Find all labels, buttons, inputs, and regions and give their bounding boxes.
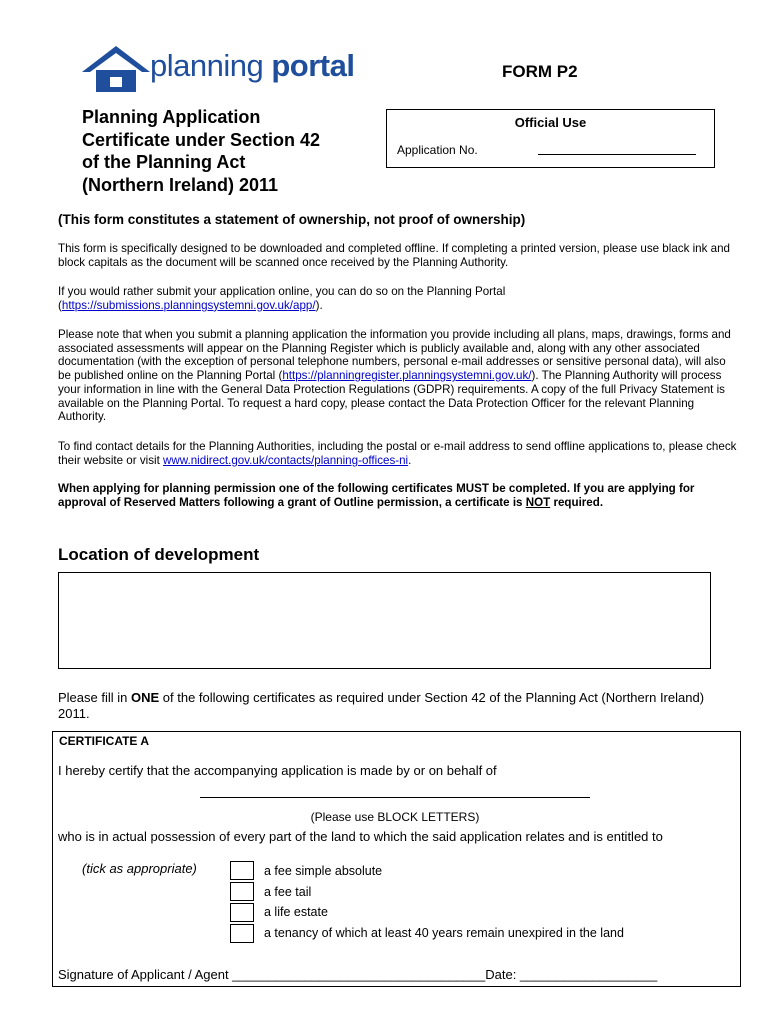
title-line: Planning Application	[82, 107, 261, 127]
block-letters-hint: (Please use BLOCK LETTERS)	[310, 810, 480, 824]
signature-field[interactable]: Signature of Applicant / Agent ___________________________________	[58, 967, 486, 982]
fee-simple-label: a fee simple absolute	[264, 864, 383, 878]
location-heading: Location of development	[58, 545, 260, 564]
official-use-title: Official Use	[514, 115, 587, 130]
notice-not: NOT	[525, 495, 551, 509]
online-paragraph	[58, 285, 738, 312]
tenancy-checkbox[interactable]	[230, 924, 254, 943]
page-title	[82, 106, 382, 196]
nidirect-link[interactable]: www.nidirect.gov.uk/contacts/planning-offices-ni	[163, 453, 409, 467]
certify-text: I hereby certify that the accompanying application is made by or on behalf of	[58, 763, 497, 778]
signature-row[interactable]	[58, 967, 657, 982]
logo-word-portal: portal	[271, 48, 355, 83]
privacy-text: Please note that when you submit a planning application the information you provide including all plans, maps, drawings, forms and associated assessments will appear on the Planning Register which is publicly available and, along with any other associated documentation (with the exception of personal telephone numbers, personal e-mail addresses or sensitive personal data), will also be published online on the Planning Portal (	[58, 328, 731, 383]
fee-tail-checkbox[interactable]	[230, 882, 254, 901]
contact-paragraph	[58, 440, 738, 467]
ownership-statement: (This form constitutes a statement of ownership, not proof of ownership)	[58, 212, 526, 227]
instructions-text-end: of the following certificates as required under Section 42 of the Planning Act (Northern Ireland) 2011.	[58, 690, 705, 721]
title-line: of the Planning Act	[82, 152, 246, 172]
title-line: Certificate under Section 42	[82, 129, 321, 150]
life-estate-checkbox[interactable]	[230, 903, 254, 922]
application-no-field[interactable]	[538, 154, 696, 155]
certificate-instructions	[58, 690, 738, 722]
certificate-notice	[58, 482, 738, 509]
submissions-link[interactable]: https://submissions.planningsystemni.gov.uk/app/	[61, 298, 316, 312]
privacy-text-end: ). The Planning Authority will process your information in line with the General Data Protection Regulations (GDPR) requirements. A copy of the full Privacy Statement is available on the Planning Portal. To request a hard copy, please contact the Data Protection Officer for the relevant Planning Authority.	[58, 369, 725, 424]
application-no-label: Application No.	[397, 143, 478, 157]
certificate-a-title: CERTIFICATE A	[59, 734, 149, 748]
fee-simple-checkbox[interactable]	[230, 861, 254, 880]
online-text-end: ).	[315, 298, 323, 312]
contact-text-end: .	[408, 453, 412, 467]
notice-text: When applying for planning permission one of the following certificates MUST be completed. If you are applying for approval of Reserved Matters following a grant of Outline permission, a certificate is	[58, 482, 695, 509]
intro-paragraph: This form is specifically designed to be downloaded and completed offline. If completing a printed version, please use black ink and block capitals as the document will be scanned once received by the Planning Authority.	[58, 242, 730, 269]
contact-text: To find contact details for the Planning Authorities, including the postal or e-mail address to send offline applications to, please check their website or visit	[58, 440, 737, 467]
planning-register-link[interactable]: https://planningregister.planningsystemni.gov.uk/	[282, 369, 532, 383]
date-field[interactable]: Date: ___________________	[485, 967, 658, 982]
official-use-box	[386, 109, 715, 168]
possession-text: who is in actual possession of every part of the land to which the said application relates and is entitled to	[58, 829, 663, 844]
online-text: If you would rather submit your application online, you can do so on the Planning Portal (	[58, 285, 506, 312]
logo-wordmark	[150, 48, 354, 84]
privacy-paragraph	[58, 328, 738, 424]
instructions-one: ONE	[130, 690, 160, 705]
title-line: (Northern Ireland) 2011	[82, 174, 279, 195]
fee-tail-label: a fee tail	[264, 885, 312, 899]
tick-label: (tick as appropriate)	[82, 861, 197, 876]
life-estate-label: a life estate	[264, 905, 328, 919]
notice-text-end: required.	[550, 495, 604, 509]
instructions-text: Please fill in	[58, 690, 131, 705]
logo-word-planning: planning	[150, 48, 264, 83]
applicant-name-field[interactable]	[200, 797, 590, 798]
form-code: FORM P2	[502, 62, 578, 81]
location-field[interactable]	[58, 572, 711, 669]
tenancy-label: a tenancy of which at least 40 years remain unexpired in the land	[264, 926, 624, 940]
